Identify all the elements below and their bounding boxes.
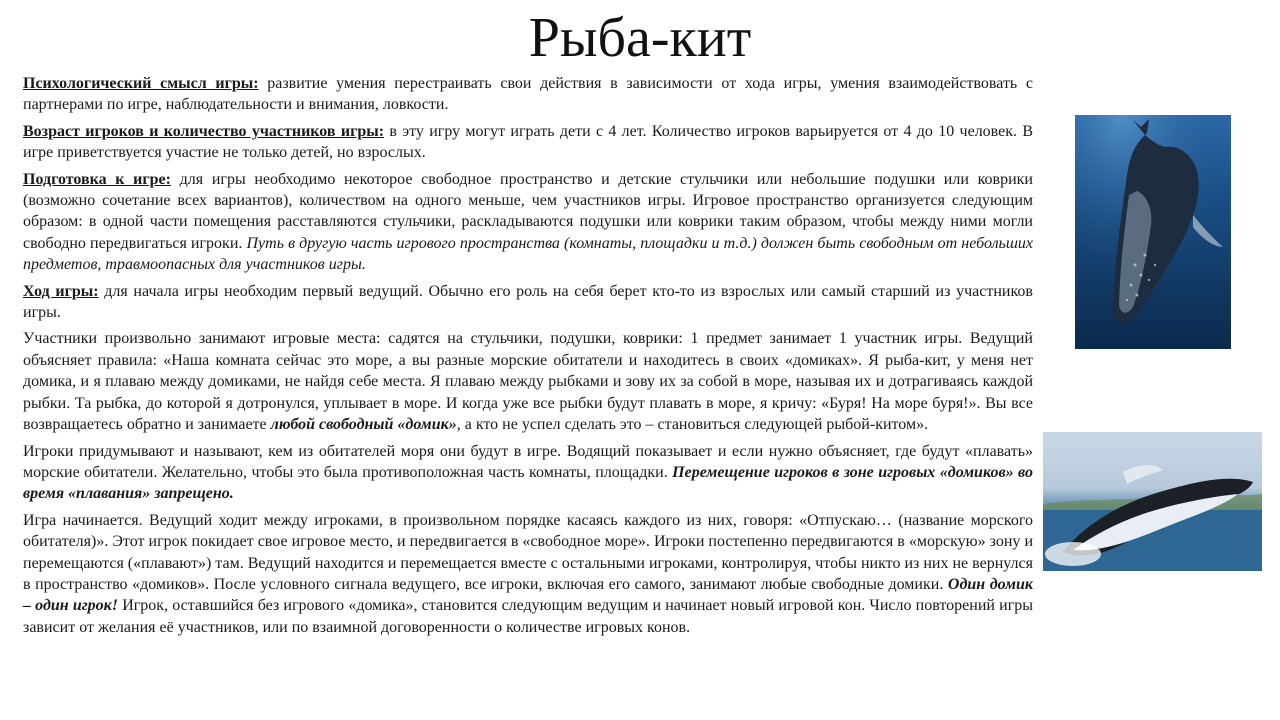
section-label: Возраст игроков и количество участников игры: [23,122,385,140]
section-label: Подготовка к игре: [23,170,171,188]
emphasis-text: Перемещение игроков в зоне игровых «домиков» во время «плавания» запрещено. [23,463,1033,503]
paragraph-text: Игра начинается. Ведущий ходит между игроками, в произвольном порядке касаясь каждого из них, говоря: «Отпускаю… (название морского обитателя)». Этот игрок покидает свое игровое место, и передвигается в «свободное море». Игроки постепенно передвигаются в «морскую» зону и перемещаются («плавают») там. Ведущий находится и перемещается вместе с остальными игроками, контролируя, чтобы никто из них не вернулся в пространство «домиков». После условного сигнала ведущего, все игроки, включая его самого, занимают любые свободные домики. [23,511,1033,593]
section-text: для начала игры необходим первый ведущий. Обычно его роль на себя берет кто-то из взрослых или самый старший из участников игры. [23,282,1033,322]
paragraph-preparation [23,169,1033,276]
paragraph-text: Игроки придумывают и называют, кем из обитателей моря они будут в игре. Водящий показывает и если нужно объясняет, где будут «плавать» морские обитатели. Желательно, чтобы это была противоположная часть комнаты, площадки. [23,442,1033,481]
paragraph-text-end: , а кто не успел сделать это – становиться следующей рыбой-китом». [456,416,929,434]
whale-breaching-photo [1043,432,1262,571]
paragraph-text: Участники произвольно занимают игровые места: садятся на стульчики, подушки, коврики: 1 предмет занимает 1 участник игры. Ведущий объясняет правила: «Наша комната сейчас это море, а вы разные морские обитатели и находитесь в своих «домиках». Я рыба-кит, у меня нет домика, и я плаваю между домиками, не найдя себе места. Я плаваю между рыбками и зову их за собой в море, называя их и дотрагиваясь каждой рыбки. Та рыбка, до которой я дотронулся, уплывает в море. И когда уже все рыбки будут плавать в море, я кричу: «Буря! На море буря!». Вы все возвращаетесь обратно и занимаете [23,330,1033,434]
paragraph-sea-creatures [23,441,1033,505]
paragraph-text-end: Игрок, оставшийся без игрового «домика», становится следующим ведущим и начинает новый игровой кон. Число повторений игры зависит от желания её участников, или по взаимной договоренности о количестве игровых конов. [23,597,1034,636]
emphasis-text: любой свободный «домик» [270,416,457,434]
slide-title: Рыба-кит [528,7,752,69]
section-italic-text: Путь в другую часть игрового пространства (комнаты, площадки и т.д.) должен быть свободным от небольших предметов, травмоопасных для участников игры. [23,234,1034,274]
paragraph-psychological-meaning [23,73,1033,116]
section-label: Ход игры: [23,282,99,300]
whale-illustration [1043,432,1262,571]
paragraph-game-start [23,510,1033,638]
section-text: развитие умения перестраивать свои действия в зависимости от хода игры, умения взаимодействовать с партнерами по игре, наблюдательности и внимания, ловкости. [23,75,1033,114]
whale-illustration [1075,115,1231,349]
emphasis-text: Один домик – один игрок! [23,575,1034,615]
slide-body [23,73,1033,643]
paragraph-age-and-players [23,121,1033,164]
whale-underwater-photo [1075,115,1231,349]
paragraph-rules [23,328,1033,435]
section-text: в эту игру могут играть дети с 4 лет. Количество игроков варьируется от 4 до 10 человек. В игре приветствуется участие не только детей, но взрослых. [23,122,1033,162]
section-text: для игры необходимо некоторое свободное пространство и детские стульчики или небольшие подушки или коврики (возможно сочетание всех вариантов), количеством на одного меньше, чем участников игры. Игровое пространство организуется следующим образом: в одной части помещения расставляются стульчики, раскладываются подушки или коврики таким образом, чтобы между ними могли свободно передвигаться игроки. [23,170,1033,252]
section-label: Психологический смысл игры: [23,75,259,92]
paragraph-game-flow [23,281,1033,324]
